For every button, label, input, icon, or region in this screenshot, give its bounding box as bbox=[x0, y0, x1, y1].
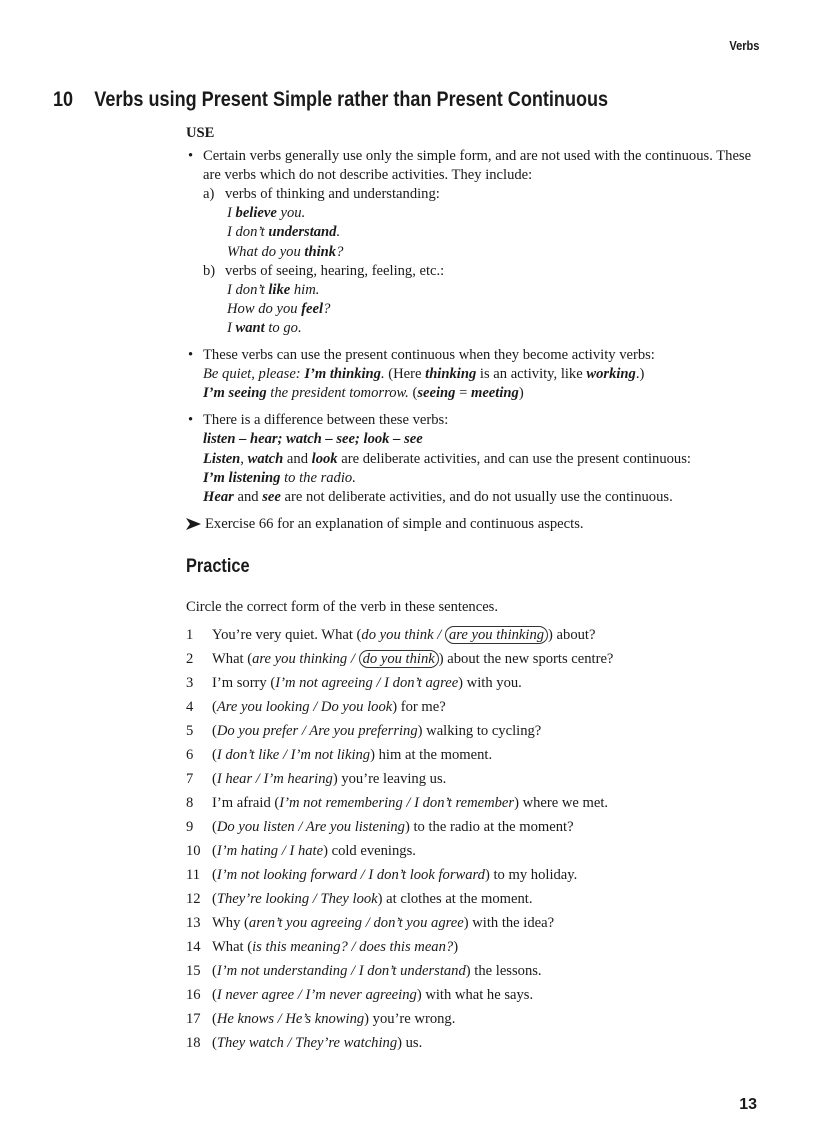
item-text: ( bbox=[212, 771, 217, 788]
unit-title bbox=[53, 88, 608, 112]
option-2[interactable]: Are you listening bbox=[305, 819, 405, 836]
item-text-end: ) the lessons. bbox=[465, 963, 542, 980]
option-separator: / bbox=[294, 819, 306, 836]
item-text: ( bbox=[212, 819, 217, 836]
item-text: ( bbox=[212, 1011, 217, 1028]
item-number: 5 bbox=[186, 723, 194, 740]
item-number: 7 bbox=[186, 771, 194, 788]
item-number: 4 bbox=[186, 699, 194, 716]
example-b1: I don’t like him. bbox=[227, 281, 320, 298]
exercise-item bbox=[186, 743, 766, 767]
option-1[interactable]: I don’t like bbox=[216, 747, 280, 764]
item-text: ( bbox=[212, 1035, 217, 1052]
item-text-end: ) you’re leaving us. bbox=[332, 771, 447, 788]
item-number: 18 bbox=[186, 1035, 201, 1052]
item-text-end: ) about? bbox=[548, 627, 596, 644]
exercise-item bbox=[186, 767, 766, 791]
item-text-end: ) about the new sports centre? bbox=[438, 651, 614, 668]
exercise-item bbox=[186, 863, 766, 887]
option-2[interactable]: He’s knowing bbox=[285, 1011, 365, 1028]
exercise-item bbox=[186, 959, 766, 983]
item-number: 3 bbox=[186, 675, 194, 692]
example-b3: I want to go. bbox=[227, 319, 302, 336]
item-text: ( bbox=[212, 723, 217, 740]
item-text-end: ) where we met. bbox=[514, 795, 609, 812]
option-separator: / bbox=[278, 843, 290, 860]
bullet-3-line-3: Listen, watch and look are deliberate activities, and can use the present continuous: bbox=[203, 450, 691, 467]
option-separator: / bbox=[283, 1035, 296, 1052]
option-2[interactable]: are you thinking bbox=[445, 626, 548, 644]
item-text-end: ) you’re wrong. bbox=[364, 1011, 456, 1028]
option-2[interactable]: I hate bbox=[289, 843, 324, 860]
option-2[interactable]: I don’t look forward bbox=[368, 867, 485, 884]
option-2[interactable]: I don’t agree bbox=[384, 675, 459, 692]
item-number: 11 bbox=[186, 867, 201, 884]
exercise-item bbox=[186, 791, 766, 815]
use-bullet-1 bbox=[186, 147, 766, 338]
option-separator: / bbox=[357, 867, 369, 884]
option-1[interactable]: They’re looking bbox=[216, 891, 310, 908]
page-number: 13 bbox=[739, 1096, 757, 1113]
option-2[interactable]: does this mean? bbox=[359, 939, 454, 956]
item-text-end: ) to the radio at the moment? bbox=[404, 819, 574, 836]
option-separator: / bbox=[347, 963, 359, 980]
option-1[interactable]: I’m not understanding bbox=[216, 963, 348, 980]
option-1[interactable]: I’m not agreeing bbox=[275, 675, 373, 692]
option-separator: / bbox=[347, 651, 359, 668]
running-header: Verbs bbox=[728, 38, 759, 53]
option-separator: / bbox=[279, 747, 291, 764]
example-a1: I believe you. bbox=[227, 205, 306, 222]
item-number: 10 bbox=[186, 843, 201, 860]
option-2[interactable]: They look bbox=[320, 891, 378, 908]
item-text-end: ) with the idea? bbox=[463, 915, 555, 932]
exercise-item bbox=[186, 839, 766, 863]
item-text-end: ) with what he says. bbox=[416, 987, 534, 1004]
option-separator: / bbox=[252, 771, 264, 788]
item-number: 9 bbox=[186, 819, 194, 836]
item-text: ( bbox=[212, 747, 217, 764]
option-1[interactable]: Do you listen bbox=[216, 819, 295, 836]
item-number: 6 bbox=[186, 747, 194, 764]
option-separator: / bbox=[309, 699, 321, 716]
item-text: I’m sorry ( bbox=[212, 675, 276, 692]
option-2[interactable]: I don’t remember bbox=[414, 795, 515, 812]
bullet-3-pairs: listen – hear; watch – see; look – see bbox=[203, 431, 423, 448]
sub-b: b) verbs of seeing, hearing, feeling, etc.: bbox=[203, 262, 445, 279]
item-text-end: ) us. bbox=[397, 1035, 423, 1052]
item-text: ( bbox=[212, 963, 217, 980]
item-number: 16 bbox=[186, 987, 201, 1004]
practice-instruction: Circle the correct form of the verb in these sentences. bbox=[186, 598, 499, 615]
bullet-2-line-3: I’m seeing the president tomorrow. (seeing = meeting) bbox=[203, 385, 524, 402]
option-separator: / bbox=[362, 915, 374, 932]
option-separator: / bbox=[298, 723, 310, 740]
bullet-3-example: I’m listening to the radio. bbox=[203, 469, 356, 486]
item-number: 14 bbox=[186, 939, 201, 956]
arrow-right-icon bbox=[186, 518, 201, 530]
option-2[interactable]: Are you preferring bbox=[309, 723, 418, 740]
exercise-item bbox=[186, 935, 766, 959]
option-1[interactable]: are you thinking bbox=[252, 651, 348, 668]
option-2[interactable]: I’m not liking bbox=[290, 747, 371, 764]
item-text: ( bbox=[212, 843, 217, 860]
exercise-item bbox=[186, 911, 766, 935]
option-separator: / bbox=[433, 627, 445, 644]
item-text: I’m afraid ( bbox=[212, 795, 280, 812]
item-number: 13 bbox=[186, 915, 201, 932]
use-bullet-2 bbox=[186, 346, 766, 403]
use-bullet-3 bbox=[186, 411, 766, 506]
option-1[interactable]: I’m hating bbox=[216, 843, 279, 860]
item-text-end: ) bbox=[453, 939, 459, 956]
option-separator: / bbox=[402, 795, 415, 812]
option-1[interactable]: I’m not looking forward bbox=[216, 867, 357, 884]
main-content bbox=[186, 124, 766, 1055]
item-text-end: ) with you. bbox=[458, 675, 522, 692]
bullet-1-intro: • Certain verbs generally use only the simple form, and are not used with the continuous. These are verbs which do not describe activities. They include: bbox=[203, 148, 752, 184]
option-1[interactable]: He knows bbox=[216, 1011, 275, 1028]
unit-number: 10 bbox=[53, 88, 74, 111]
option-1[interactable]: I hear bbox=[216, 771, 253, 788]
exercise-item bbox=[186, 815, 766, 839]
unit-heading: Verbs using Present Simple rather than Present Continuous bbox=[94, 88, 609, 111]
option-separator: / bbox=[274, 1011, 286, 1028]
option-1[interactable]: do you think bbox=[361, 627, 434, 644]
item-text: ( bbox=[212, 891, 217, 908]
exercise-item bbox=[186, 887, 766, 911]
exercise-item bbox=[186, 1007, 766, 1031]
example-b2: How do you feel? bbox=[227, 300, 331, 317]
option-1[interactable]: I never agree bbox=[216, 987, 295, 1004]
item-text-end: ) cold evenings. bbox=[323, 843, 416, 860]
item-number: 17 bbox=[186, 1011, 201, 1028]
item-number: 8 bbox=[186, 795, 194, 812]
exercise-item bbox=[186, 671, 766, 695]
exercise-item bbox=[186, 647, 766, 671]
option-1[interactable]: Are you looking bbox=[216, 699, 310, 716]
item-text: What ( bbox=[212, 939, 253, 956]
option-separator: / bbox=[347, 939, 360, 956]
item-text: What ( bbox=[212, 651, 253, 668]
option-2[interactable]: I’m hearing bbox=[263, 771, 333, 788]
item-number: 2 bbox=[186, 651, 194, 668]
exercise-list bbox=[186, 623, 766, 1055]
practice-heading: Practice bbox=[186, 555, 250, 577]
item-text: You’re very quiet. What ( bbox=[212, 627, 362, 644]
cross-reference: Exercise 66 for an explanation of simple and continuous aspects. bbox=[186, 515, 766, 534]
example-a2: I don’t understand. bbox=[227, 224, 341, 241]
item-text-end: ) walking to cycling? bbox=[417, 723, 542, 740]
option-1[interactable]: They watch bbox=[216, 1035, 284, 1052]
item-text-end: ) him at the moment. bbox=[370, 747, 493, 764]
item-text: Why ( bbox=[212, 915, 249, 932]
bullet-2-line-2: Be quiet, please: I’m thinking. (Here thinking is an activity, like working.) bbox=[203, 366, 645, 383]
option-2[interactable]: Do you look bbox=[320, 699, 393, 716]
option-2[interactable]: do you think bbox=[359, 650, 439, 668]
option-2[interactable]: I don’t understand bbox=[358, 963, 466, 980]
exercise-item bbox=[186, 983, 766, 1007]
example-a3: What do you think? bbox=[227, 243, 344, 260]
item-text: ( bbox=[212, 699, 217, 716]
item-number: 15 bbox=[186, 963, 201, 980]
option-separator: / bbox=[372, 675, 385, 692]
exercise-item bbox=[186, 1031, 766, 1055]
option-2[interactable]: I’m never agreeing bbox=[305, 987, 417, 1004]
item-text: ( bbox=[212, 867, 217, 884]
option-2[interactable]: don’t you agree bbox=[373, 915, 464, 932]
option-1[interactable]: I’m not remembering bbox=[279, 795, 403, 812]
option-2[interactable]: They’re watching bbox=[295, 1035, 398, 1052]
option-separator: / bbox=[309, 891, 321, 908]
bullet-2-intro: • These verbs can use the present continuous when they become activity verbs: bbox=[203, 347, 655, 364]
option-1[interactable]: Do you prefer bbox=[216, 723, 299, 740]
exercise-item bbox=[186, 695, 766, 719]
bullet-3-line-5: Hear and see are not deliberate activities, and do not usually use the continuous. bbox=[203, 488, 673, 505]
sub-a: a) verbs of thinking and understanding: bbox=[203, 186, 440, 203]
item-text-end: ) at clothes at the moment. bbox=[377, 891, 533, 908]
bullet-3-intro: • There is a difference between these verbs: bbox=[203, 412, 449, 429]
exercise-item bbox=[186, 719, 766, 743]
option-1[interactable]: aren’t you agreeing bbox=[248, 915, 363, 932]
option-separator: / bbox=[294, 987, 306, 1004]
use-heading: USE bbox=[186, 125, 215, 141]
exercise-item bbox=[186, 623, 766, 647]
item-number: 12 bbox=[186, 891, 201, 908]
item-text-end: ) for me? bbox=[392, 699, 446, 716]
item-text: ( bbox=[212, 987, 217, 1004]
item-text-end: ) to my holiday. bbox=[484, 867, 578, 884]
item-number: 1 bbox=[186, 627, 194, 644]
option-1[interactable]: is this meaning? bbox=[252, 939, 348, 956]
